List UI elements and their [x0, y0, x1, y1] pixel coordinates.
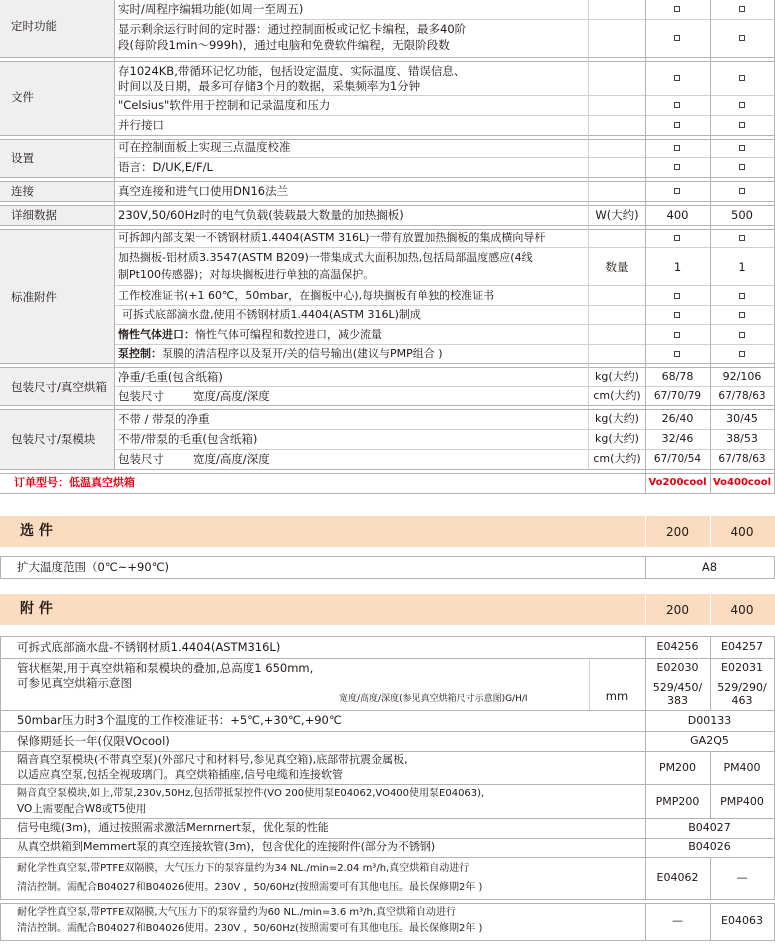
file-row1-line1: 存1024KB,带循环记忆功能，包括设定温度、实际温度、错误信息、	[118, 64, 466, 78]
timer-row2-line1: 显示剩余运行时间的定时器：通过控制面板或记忆卡编程，最多40阶	[118, 22, 467, 36]
standard-box	[674, 122, 680, 128]
pack-oven-row2-value-200: 67/70/79	[653, 390, 702, 402]
acc-row5-line2: 以适应真空泵,包括全视玻璃门。真空烘箱插座,信号电缆和连接软管	[17, 768, 343, 781]
std-label: 标准附件	[11, 290, 57, 304]
connect-row1: 真空连接和进气口使用DN16法兰	[118, 184, 289, 198]
standard-box	[674, 145, 680, 151]
pack-pump-row1-value-400: 30/45	[726, 412, 758, 425]
pack-pump-row2-value-200: 32/46	[661, 432, 694, 445]
acc-row4: 保修期延长一年(仅限VOcool)	[17, 734, 170, 748]
acc-row10-value-200: —	[672, 914, 683, 927]
settings-row2: 语言：D/UK,E/F/L	[118, 160, 213, 174]
acc-row5-value-200: PM200	[658, 761, 697, 774]
acc-row7: 信号电缆(3m)，通过按照需求激活Mernrnert泵，优化泵的性能	[17, 821, 329, 834]
settings-row1: 可在控制面板上实现三点温度校准	[118, 140, 291, 154]
acc-row2-value-200: E02030	[656, 661, 699, 674]
standard-box	[674, 102, 680, 108]
std-row2-value-200: 1	[673, 260, 682, 274]
acc-row2-value-400: E02031	[721, 661, 763, 674]
pack-oven-label: 包装尺寸/真空烘箱	[11, 380, 107, 394]
settings-label: 设置	[11, 151, 34, 165]
pack-pump-row1: 不带 / 带泵的净重	[118, 412, 210, 426]
acc-row10-line2: 清洁控制。需配合B04027和B04026使用。230V ，50/60Hz(按照需要可有其他电压。最长保修期2年 )	[17, 923, 483, 934]
std-row6	[118, 346, 443, 362]
pack-pump-row1-unit: kg(大约)	[595, 412, 639, 425]
acc-row9-line2: 清洁控制。需配合B04027和B04026使用。230V ，50/60Hz(按照需要可有其他电压。最长保修期2年 )	[17, 882, 483, 893]
acc-row10-line1: 耐化学性真空泵,带PTFE双隔膜,大气压力下的泵容量约为60 NL./min=3.6 m³/h,真空烘箱自动进行	[17, 907, 457, 918]
acc-row9-line1: 耐化学性真空泵,带PTFE双隔膜，大气压力下的泵容量约为34 NL./min=2.04 m³/h,真空烘箱自动进行	[17, 863, 470, 874]
acc-row9-value-400: —	[736, 871, 748, 884]
acc-row2-line3: 宽度/高度/深度(参见真空烘箱尺寸示意图)G/H/I	[339, 694, 528, 704]
accessories-col-200: 200	[666, 603, 689, 617]
acc-row2-dims-200: 529/450/	[652, 681, 703, 694]
detail-value-400: 500	[731, 208, 753, 222]
acc-row2-line2: 可参见真空烘箱示意图	[17, 676, 132, 690]
acc-row3: 50mbar压力时3个温度的工作校准证书：+5℃,+30℃,+90℃	[17, 713, 342, 727]
timer-row2-line2: 段(每阶段1min～999h)，通过电脑和免费软件编程，无限阶段数	[118, 38, 450, 52]
acc-row6-line1: 隔音真空泵模块,如上,带泵,230v,50Hz,包括带抵泵控件(VO 200使用泵E04062,VO400使用泵E04063),	[17, 788, 485, 799]
pack-pump-row2-value-400: 38/53	[726, 432, 758, 445]
standard-box	[739, 235, 745, 241]
acc-row10-value-400: E04063	[721, 914, 763, 927]
standard-box	[739, 188, 745, 194]
detail-label: 详细数据	[11, 208, 57, 222]
standard-box	[739, 122, 745, 128]
pack-pump-row3-b: 宽度/高度/深度	[193, 452, 270, 466]
acc-row5-value-400: PM400	[723, 761, 761, 774]
standard-box	[674, 332, 680, 338]
std-row2-line2: 制Pt100传感器)；对每块搁板进行单独的高温保护。	[118, 268, 375, 281]
pack-pump-row2-unit: kg(大约)	[595, 432, 639, 445]
acc-row7-value: B04027	[688, 821, 731, 834]
option-row-text: 扩大温度范围（0℃~+90℃)	[17, 560, 170, 574]
file-row1-line2: 时间以及日期，最多可存储3个月的数据，采集频率为1分钟	[118, 79, 421, 93]
standard-box	[674, 6, 680, 12]
std-row3: 工作校准证书(+1 60℃，50mbar，在搁板中心),每块搁板有单独的校准证书	[118, 289, 495, 302]
std-row2-unit: 数量	[605, 260, 629, 274]
standard-box	[674, 351, 680, 357]
pack-pump-row2: 不带/带泵的毛重(包含纸箱)	[118, 432, 258, 446]
acc-row6-value-400: PMP400	[720, 795, 764, 808]
acc-row8: 从真空烘箱到Memmert泵的真空连接软管(3m)，包含优化的连接附件(部分为不锈钢)	[17, 840, 436, 853]
standard-box	[739, 351, 745, 357]
std-row6-bold: 泵控制：	[118, 347, 162, 360]
standard-box	[739, 332, 745, 338]
timer-label: 定时功能	[11, 19, 57, 33]
standard-box	[739, 102, 745, 108]
pack-oven-row2-a: 包装尺寸	[118, 389, 164, 403]
std-row5	[118, 327, 382, 343]
standard-box	[739, 75, 745, 81]
pack-oven-row1-unit: kg(大约)	[595, 370, 639, 383]
std-row5-rest: 惰性气体可编程和数控进口，减少流量	[195, 328, 382, 341]
pack-oven-row1: 净重/毛重(包含纸箱)	[118, 370, 223, 384]
order-model-400: Vo400cool	[712, 477, 772, 488]
std-row2-line1: 加热搁板-铝材质3.3547(ASTM B209)一带集成式大面积加热,包括局部温度感应(4线	[118, 251, 533, 264]
acc-row8-value: B04026	[688, 840, 731, 853]
standard-box	[674, 293, 680, 299]
timer-row1: 实时/周程序编辑功能(如周一至周五)	[118, 2, 304, 16]
accessories-title: 附 件	[20, 601, 53, 617]
pack-pump-row3-value-400: 67/78/63	[718, 453, 766, 465]
acc-row2-line1: 管状框架,用于真空烘箱和泵模块的叠加,总高度1 650mm,	[17, 661, 314, 675]
pack-oven-row2-value-400: 67/78/63	[718, 390, 766, 402]
pack-pump-row3-a: 包装尺寸	[118, 452, 164, 466]
file-row3: 并行接口	[118, 118, 164, 132]
acc-row2-unit: mm	[605, 689, 629, 703]
detail-value-200: 400	[666, 208, 689, 222]
pack-pump-row3-value-200: 67/70/54	[653, 453, 702, 465]
standard-box	[739, 164, 745, 170]
standard-box	[739, 35, 745, 41]
acc-row1-value-200: E04256	[656, 640, 699, 653]
file-row2: "Celsius"软件用于控制和记录温度和压力	[118, 98, 331, 112]
file-label: 文件	[11, 90, 34, 104]
std-row4: 可拆式底部滴水盘,使用不锈钢材质1.4404(ASTM 316L)制成	[122, 308, 421, 321]
order-label: 订单型号：低温真空烘箱	[14, 476, 135, 489]
standard-box	[739, 312, 745, 318]
std-row6-rest: 泵膜的清洁程序以及泵开/关的信号输出(建议与PMP组合 )	[162, 347, 443, 360]
option-row-value: A8	[701, 560, 718, 574]
standard-box	[674, 75, 680, 81]
std-row1: 可拆卸内部支架一不锈钢材质1.4404(ASTM 316L)一带有放置加热搁板的集成横向导杆	[118, 231, 546, 244]
acc-row1: 可拆式底部滴水盘-不锈钢材质1.4404(ASTM316L)	[17, 640, 281, 654]
standard-box	[674, 235, 680, 241]
pack-oven-row1-value-200: 68/78	[661, 370, 694, 383]
pack-pump-row3-unit: cm(大约)	[593, 452, 641, 465]
connect-label: 连接	[11, 184, 34, 198]
std-row5-bold: 惰性气体进口：	[118, 328, 195, 341]
standard-box	[739, 293, 745, 299]
pack-pump-label: 包装尺寸/泵模块	[11, 432, 96, 446]
standard-box	[674, 35, 680, 41]
options-title: 选 件	[20, 523, 53, 539]
standard-box	[674, 188, 680, 194]
standard-box	[674, 164, 680, 170]
accessories-col-400: 400	[730, 603, 754, 617]
acc-row6-line2: VO上需要配合W8或T5使用	[17, 803, 147, 815]
acc-row5-line1: 隔音真空泵模块(不带真空泵)(外部尺寸和材料号,参见真空箱),底部带抗震金属板,	[17, 753, 408, 766]
acc-row2-dims-400-b: 463	[731, 694, 753, 707]
acc-row4-value: GA2Q5	[690, 734, 729, 747]
standard-box	[674, 312, 680, 318]
std-row2-value-400: 1	[738, 260, 746, 274]
pack-oven-row2-unit: cm(大约)	[593, 389, 641, 402]
acc-row6-value-200: PMP200	[655, 795, 700, 808]
pack-pump-row1-value-200: 26/40	[661, 412, 694, 425]
pack-oven-row2-b: 宽度/高度/深度	[193, 389, 270, 403]
acc-row2-dims-200-b: 383	[667, 694, 688, 707]
acc-row2-dims-400: 529/290/	[717, 681, 767, 694]
standard-box	[739, 145, 745, 151]
order-model-200: Vo200cool	[648, 477, 707, 488]
acc-row1-value-400: E04257	[721, 640, 763, 653]
options-col-200: 200	[666, 525, 689, 539]
detail-text: 230V,50/60Hz时的电气负载(装载最大数量的加热搁板)	[118, 208, 404, 222]
standard-box	[739, 6, 745, 12]
acc-row9-value-200: E04062	[656, 871, 699, 884]
pack-oven-row1-value-400: 92/106	[722, 370, 762, 383]
detail-unit: W(大约)	[595, 208, 639, 222]
acc-row3-value: D00133	[687, 714, 732, 727]
options-col-400: 400	[730, 525, 754, 539]
